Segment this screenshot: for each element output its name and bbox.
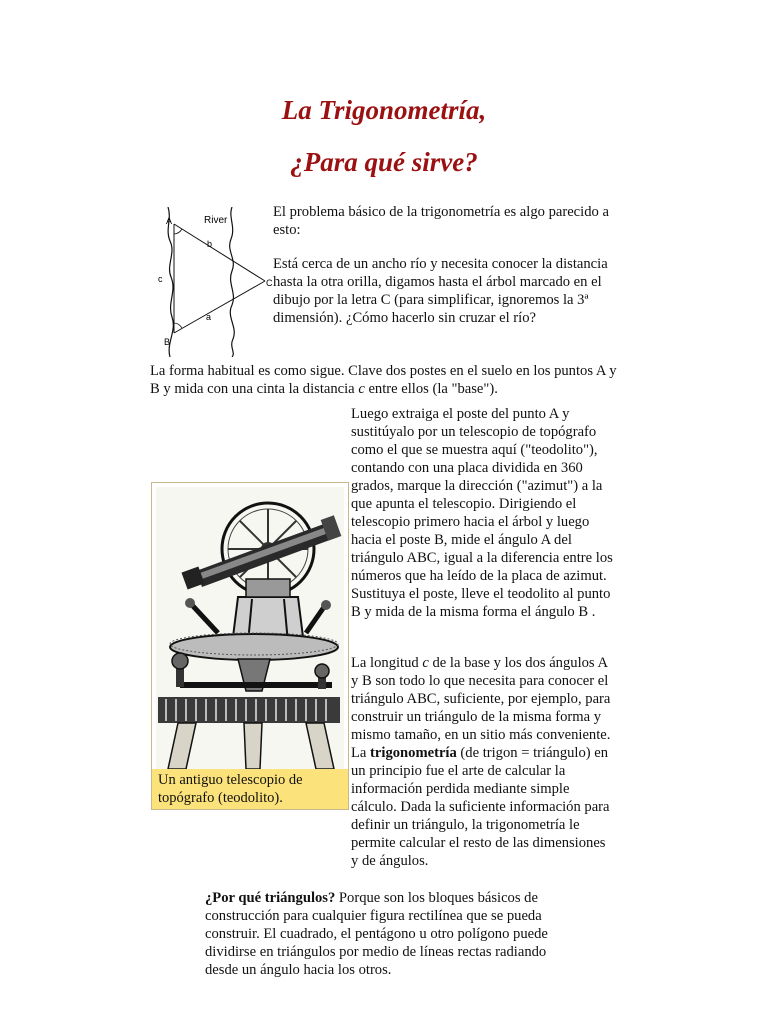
column-paragraph-1: Luego extraiga el poste del punto A y sustitúyalo por un telescopio de topógrafo como el que se muestra aquí ("teodolito"), contando con una placa dividida en 360 grados, marque la dirección ("azimut") a la que apunta el telescopio. Dirigiendo el telescopio primero hacia el árbol y luego hacia el poste B, mide el ángulo A del triángulo ABC, igual a la diferencia entre los números que ha leído de la placa de azimut. Sustituya el poste, lleve el teodolito al punto B y mida de la misma forma el ángulo B .: [351, 406, 613, 620]
theodolite-figure: [151, 482, 349, 810]
river-label: River: [204, 215, 228, 226]
figure-caption: Un antiguo telescopio de topógrafo (teodolito).: [152, 769, 348, 809]
azimuth-plate: [170, 634, 338, 660]
trigonometria-bold: trigonometría: [370, 745, 457, 761]
label-a: A: [166, 216, 173, 226]
theodolite-illustration: [156, 487, 344, 769]
label-a-side: a: [206, 312, 212, 322]
side-a: [174, 281, 265, 333]
intro-paragraph-1: El problema básico de la trigonometría es algo parecido a esto:: [273, 204, 609, 238]
var-c: c: [358, 381, 365, 397]
side-b: [174, 224, 265, 281]
label-c-side: c: [158, 274, 163, 284]
intro-paragraph-2: Está cerca de un ancho río y necesita conocer la distancia hasta la otra orilla, digamos hasta el árbol marcado en el dibujo por la letra C (para simplificar, ignoremos la 3ª dimensión). ¿Cómo hacerlo sin cruzar el río?: [273, 256, 608, 326]
river-triangle-diagram: [152, 207, 274, 357]
label-b: B: [164, 337, 171, 347]
why-triangles-paragraph: ¿Por qué triángulos? Porque son los bloques básicos de construcción para cualquier figura rectilínea que se pueda construir. El cuadrado, el pentágono u otro polígono puede dividirse en triángulos por medio de líneas rectas radiando desde un ángulo hacia los otros.: [205, 890, 548, 978]
page-subtitle: ¿Para qué sirve?: [290, 147, 478, 177]
page-title: La Trigonometría,: [281, 95, 487, 125]
why-triangles-bold: ¿Por qué triángulos?: [205, 890, 336, 906]
label-b-side: b: [207, 239, 213, 249]
left-riverbank: [168, 207, 173, 357]
angle-a-arc: [174, 229, 182, 234]
method-paragraph: La forma habitual es como sigue. Clave dos postes en el suelo en los puntos A y B y mida con una cinta la distancia c entre ellos (la "base").: [150, 363, 617, 397]
right-riverbank: [230, 207, 235, 357]
label-c-point: C: [266, 278, 273, 288]
angle-b-arc: [174, 323, 182, 328]
column-paragraph-2: La longitud c de la base y los dos ángulos A y B son todo lo que necesita para conocer el triángulo ABC, suficiente, por ejemplo, para construir un triángulo de la misma forma y mismo tamaño, en un sitio más conveniente. La trigonometría (de trigon = triángulo) en un principio fue el arte de calcular la información perdida mediante simple cálculo. Dada la suficiente información para definir un triángulo, la trigonometría le permite calcular el resto de las dimensiones y de ángulos.: [351, 655, 611, 869]
